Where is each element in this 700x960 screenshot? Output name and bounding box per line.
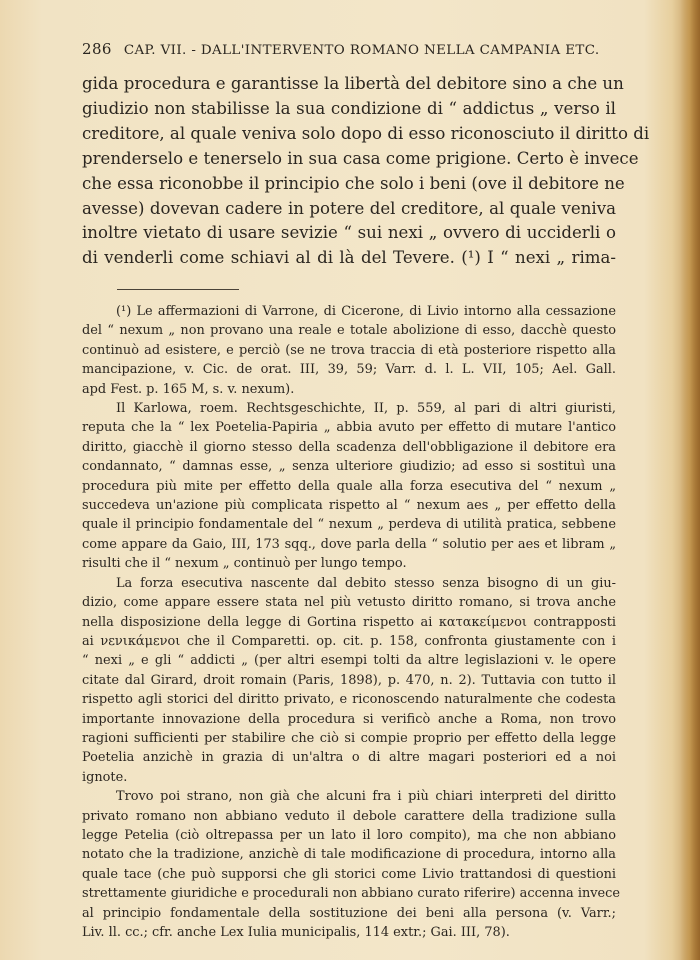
- main-text-line: prenderselo e tenerselo in sua casa come prigione. Certo è invece: [82, 148, 639, 168]
- main-text-line: gida procedura e garantisse la libertà del debitore sino a che un: [82, 74, 624, 93]
- footnote-line: succedeva un'azione più complicata rispetto al “ nexum aes „ per effetto della: [82, 498, 616, 514]
- footnote-line: importante innovazione della procedura si verificò anche a Roma, non trovo: [82, 711, 616, 727]
- footnote-line: Poetelia anzichè in grazia di un'altra o di altre magari posteriori ed a noi: [82, 750, 616, 766]
- footnote-line: del “ nexum „ non provano una reale e totale abolizione di esso, dacchè questo: [82, 323, 616, 339]
- footnote-line: al principio fondamentale della sostituzione dei beni alla persona (v. Varr.;: [82, 905, 616, 921]
- footnote-line: reputa che la “ lex Poetelia-Papiria „ abbia avuto per effetto di mutare l'antico: [82, 420, 616, 436]
- footnote-line: Liv. ll. cc.; cfr. anche Lex Iulia municipalis, 114 extr.; Gai. III, 78).: [82, 925, 510, 940]
- footnote-line: notato che la tradizione, anzichè di tale modificazione di procedura, intorno alla: [82, 847, 616, 863]
- running-title: CAP. VII. - DALL'INTERVENTO ROMANO NELLA CAMPANIA ETC.: [123, 43, 600, 58]
- main-text: [82, 72, 650, 271]
- footnote-line: nella disposizione della legge di Gortina rispetto ai κατακείμενοι contrapposti: [82, 614, 616, 630]
- footnote-line: “ nexi „ e gli “ addicti „ (per altri esempi tolti da altre legislazioni v. le opere: [82, 653, 616, 669]
- main-text-line: inoltre vietato di usare sevizie “ sui nexi „ ovvero di ucciderli o: [82, 223, 616, 243]
- footnote-line: quale il principio fondamentale del “ nexum „ perdeva di utilità pratica, sebbene: [82, 517, 616, 533]
- footnote-line: quale tace (che può supporsi che gli storici come Livio trattandosi di questioni: [82, 866, 616, 882]
- footnote-line: privato romano non abbiano veduto il debole carattere della tradizione sulla: [82, 808, 616, 824]
- page-spine-shadow: [680, 0, 700, 960]
- footnote-paragraph-3: [82, 574, 616, 787]
- main-text-line: di venderli come schiavi al di là del Tevere. (¹) I “ nexi „ rima-: [82, 248, 616, 268]
- footnote-line: condannato, “ damnas esse, „ senza ulteriore giudizio; ad esso si sostituì una: [82, 459, 616, 475]
- footnote-line: apd Fest. p. 165 M, s. v. nexum).: [82, 381, 295, 397]
- footnote-line: diritto, giacchè il giorno stesso della scadenza dell'obbligazione il debitore era: [82, 439, 616, 455]
- footnote-line: Il Karlowa, roem. Rechtsgeschichte, II, p. 559, al pari di altri giuristi,: [116, 401, 616, 417]
- main-text-line: che essa riconobbe il principio che solo i beni (ove il debitore ne: [82, 173, 625, 193]
- footnote-line: risulti che il “ nexum „ continuò per lungo tempo.: [82, 556, 407, 572]
- footnote-line: La forza esecutiva nascente dal debito stesso senza bisogno di un giu-: [116, 575, 616, 591]
- footnote-line: ragioni sufficienti per stabilire che ciò si compie proprio per effetto della legge: [82, 730, 616, 746]
- footnote-line: continuò ad esistere, e perciò (se ne trova traccia di età posteriore rispetto alla: [82, 342, 616, 358]
- footnote-line: Trovo poi strano, non già che alcuni fra i più chiari interpreti del diritto: [116, 789, 616, 805]
- running-header: [82, 40, 642, 58]
- footnote-line: procedura più mite per effetto della quale alla forza esecutiva del “ nexum „: [82, 478, 616, 494]
- main-text-line: creditore, al quale veniva solo dopo di esso riconosciuto il diritto di: [82, 123, 650, 143]
- footnote-line: citate dal Girard, droit romain (Paris, 1898), p. 470, n. 2). Tuttavia con tutto il: [82, 672, 616, 688]
- footnote: [82, 302, 621, 942]
- footnote-separator: [117, 289, 239, 290]
- main-text-line: avesse) dovevan cadere in potere del creditore, al quale veniva: [82, 198, 616, 218]
- footnote-line: legge Petelia (ciò oltrepassa per un lato il loro compito), ma che non abbiano: [82, 827, 616, 843]
- footnote-line: come appare da Gaio, III, 173 sqq., dove parla della “ solutio per aes et libram „: [82, 536, 616, 552]
- footnote-line: ai νενικάμενοι che il Comparetti. op. cit. p. 158, confronta giustamente con i: [82, 633, 616, 649]
- footnote-line: mancipazione, v. Cic. de orat. III, 39, 59; Varr. d. l. L. VII, 105; Ael. Gall.: [82, 362, 616, 378]
- footnote-paragraph-4: [82, 787, 621, 942]
- footnote-paragraph-2: [82, 399, 616, 574]
- footnote-paragraph-1: [82, 302, 616, 399]
- main-text-line: giudizio non stabilisse la sua condizione di “ addictus „ verso il: [82, 98, 616, 118]
- footnote-line: (¹) Le affermazioni di Varrone, di Cicerone, di Livio intorno alla cessazione: [116, 304, 616, 319]
- footnote-line: rispetto agli storici del diritto privato, e riconoscendo naturalmente che codesta: [82, 692, 616, 708]
- footnote-line: dizio, come appare essere stata nel più vetusto diritto romano, si trova anche: [82, 595, 616, 611]
- footnote-line: ignote.: [82, 769, 128, 785]
- footnote-line: strettamente giuridiche e procedurali non abbiano curato riferire) accenna invece: [82, 886, 621, 902]
- page-number: 286: [82, 40, 112, 58]
